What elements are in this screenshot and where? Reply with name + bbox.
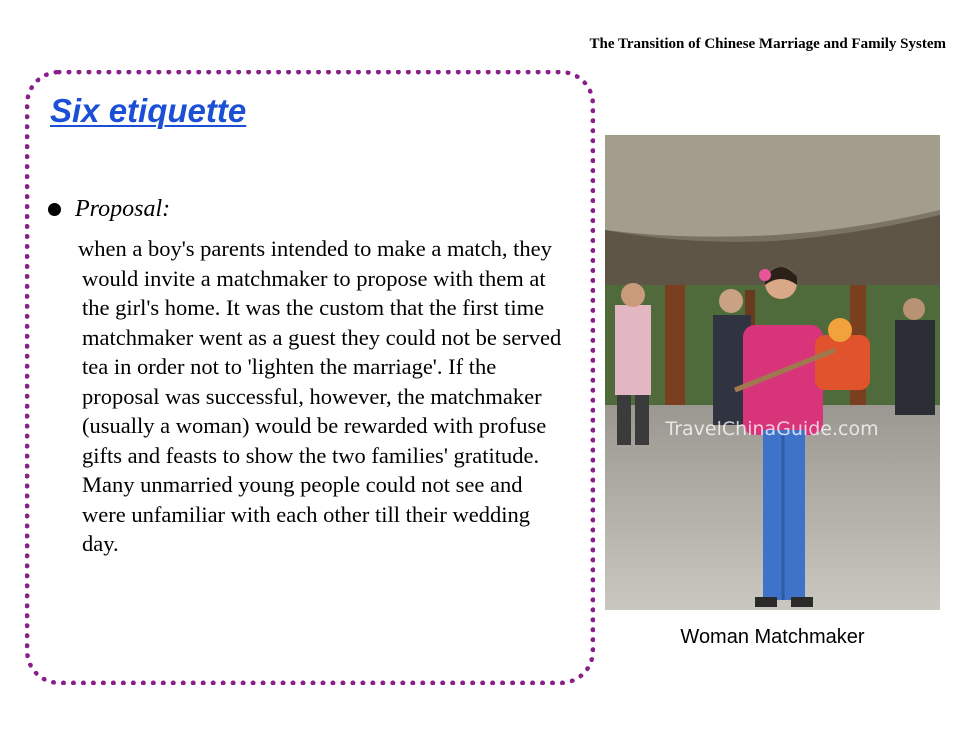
presentation-title: The Transition of Chinese Marriage and Family System — [589, 36, 946, 52]
bullet-label: Proposal: — [75, 196, 171, 222]
section-heading[interactable]: Six etiquette — [50, 92, 247, 129]
bullet-dot-icon — [48, 203, 61, 216]
photo-caption: Woman Matchmaker — [680, 626, 865, 648]
matchmaker-photo — [605, 135, 940, 610]
photo-watermark: TravelChinaGuide.com — [665, 418, 879, 440]
bullet-item — [48, 196, 170, 223]
body-paragraph: when a boy's parents intended to make a match, they would invite a matchmaker to propose with them at the girl's home. It was the custom that the first time matchmaker went as a guest they could not be served tea in order not to 'lighten the marriage'. If the proposal was successful, however, the matchmaker (usually a woman) would be rewarded with profuse gifts and feasts to show the two families' gratitude. Many unmarried young people could not see and were unfamiliar with each other till their wedding day. — [78, 236, 562, 556]
